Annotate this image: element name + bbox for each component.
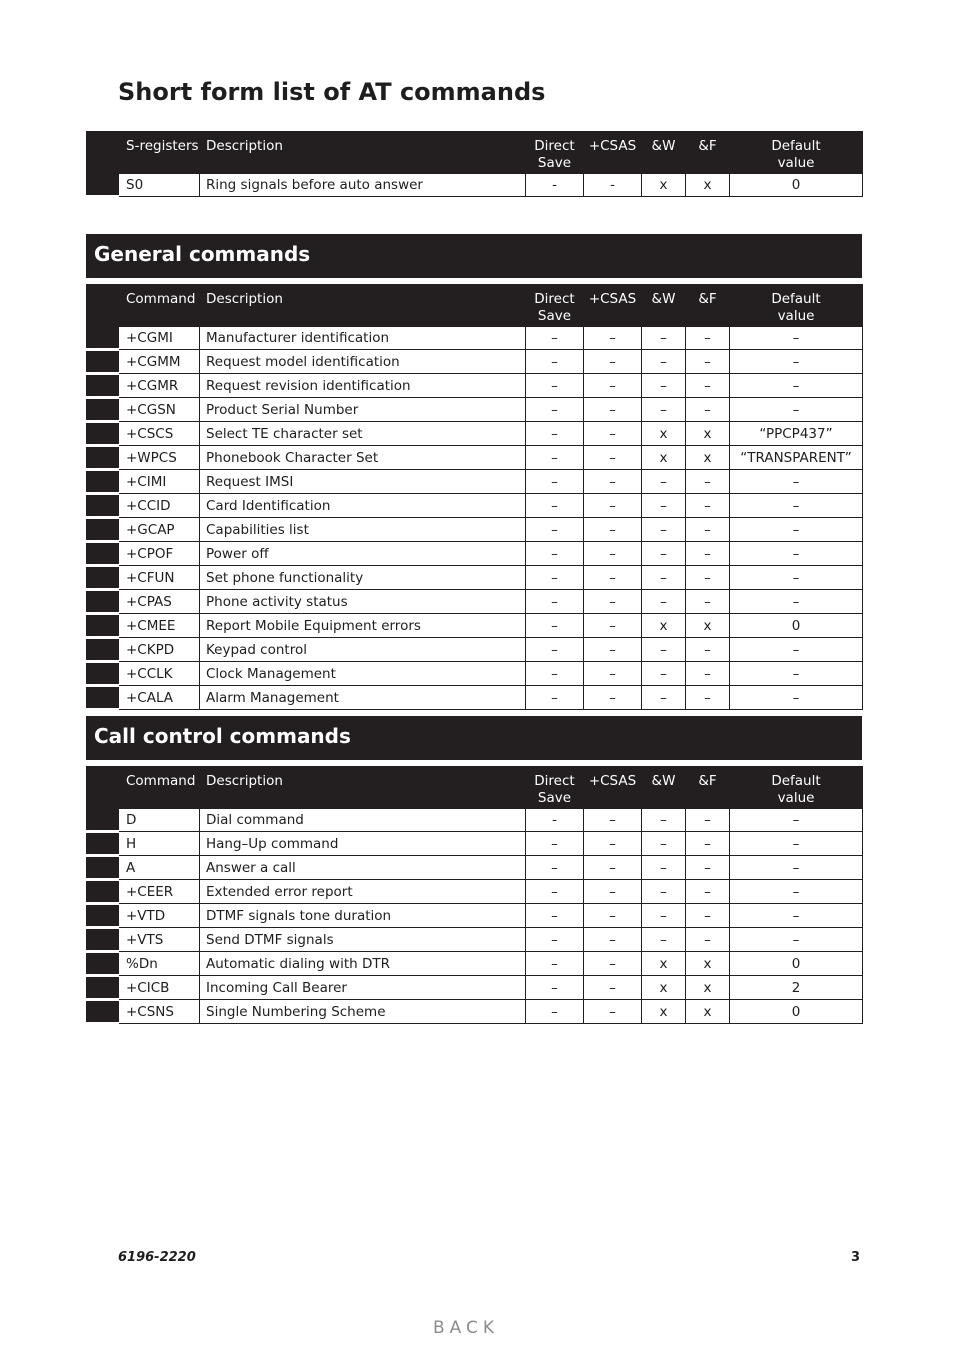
default-value-cell: – <box>730 904 863 928</box>
col-header-w: &W <box>642 132 686 174</box>
default-value-cell: 0 <box>730 1000 863 1024</box>
command-cell: +CGMR <box>119 374 200 398</box>
row-marker <box>87 638 119 662</box>
row-marker <box>87 856 119 880</box>
col-header-direct-save <box>526 132 584 174</box>
command-cell: +CKPD <box>119 638 200 662</box>
sregisters-table <box>86 131 863 198</box>
description-cell: Product Serial Number <box>200 398 526 422</box>
csas-cell: – <box>584 686 642 710</box>
direct-save-cell: – <box>526 494 584 518</box>
f-cell: – <box>686 809 730 832</box>
f-cell: – <box>686 494 730 518</box>
command-cell: +CALA <box>119 686 200 710</box>
csas-cell: – <box>584 446 642 470</box>
table-row <box>87 350 863 374</box>
page-title: Short form list of AT commands <box>118 78 546 106</box>
page-number: 3 <box>851 1250 861 1265</box>
row-marker <box>87 470 119 494</box>
w-cell: – <box>642 880 686 904</box>
f-cell: – <box>686 904 730 928</box>
description-cell: Answer a call <box>200 856 526 880</box>
w-cell: x <box>642 1000 686 1024</box>
direct-save-cell: – <box>526 470 584 494</box>
command-cell: +CPAS <box>119 590 200 614</box>
w-cell: – <box>642 686 686 710</box>
default-value-cell: – <box>730 590 863 614</box>
default-value-cell: 0 <box>730 614 863 638</box>
w-cell: – <box>642 327 686 350</box>
row-marker <box>87 542 119 566</box>
default-value-cell: – <box>730 350 863 374</box>
f-cell: – <box>686 374 730 398</box>
row-marker <box>87 614 119 638</box>
default-value-cell: – <box>730 880 863 904</box>
row-marker <box>87 422 119 446</box>
w-cell: – <box>642 590 686 614</box>
direct-save-cell: – <box>526 662 584 686</box>
description-cell: Phonebook Character Set <box>200 446 526 470</box>
description-cell: Single Numbering Scheme <box>200 1000 526 1024</box>
row-marker <box>87 566 119 590</box>
csas-cell: – <box>584 542 642 566</box>
table-row <box>87 542 863 566</box>
row-marker <box>87 767 119 809</box>
default-value-cell: 0 <box>730 174 863 197</box>
csas-cell: – <box>584 590 642 614</box>
table-row <box>87 374 863 398</box>
general-commands-heading: General commands <box>86 234 862 278</box>
description-cell: Incoming Call Bearer <box>200 976 526 1000</box>
row-marker <box>87 398 119 422</box>
table-row <box>87 614 863 638</box>
col-header-command: S-registers <box>119 132 200 174</box>
table-row <box>87 638 863 662</box>
command-cell: A <box>119 856 200 880</box>
csas-cell: – <box>584 398 642 422</box>
description-cell: Automatic dialing with DTR <box>200 952 526 976</box>
csas-cell: – <box>584 470 642 494</box>
table-header-row <box>87 285 863 327</box>
f-cell: – <box>686 566 730 590</box>
direct-save-cell: – <box>526 374 584 398</box>
description-cell: Dial command <box>200 809 526 832</box>
f-cell: x <box>686 446 730 470</box>
direct-save-cell: – <box>526 976 584 1000</box>
w-cell: – <box>642 470 686 494</box>
command-cell: +CCLK <box>119 662 200 686</box>
row-marker <box>87 1000 119 1024</box>
description-cell: Report Mobile Equipment errors <box>200 614 526 638</box>
description-cell: Request IMSI <box>200 470 526 494</box>
direct-save-cell: – <box>526 614 584 638</box>
row-marker <box>87 494 119 518</box>
f-cell: x <box>686 614 730 638</box>
table-row <box>87 398 863 422</box>
table-row <box>87 952 863 976</box>
command-cell: +CCID <box>119 494 200 518</box>
command-cell: +CMEE <box>119 614 200 638</box>
table-row <box>87 686 863 710</box>
f-cell: x <box>686 952 730 976</box>
table-row <box>87 566 863 590</box>
row-marker <box>87 686 119 710</box>
w-cell: x <box>642 976 686 1000</box>
command-cell: +CGSN <box>119 398 200 422</box>
col-header-default-value-line2: value <box>777 790 815 806</box>
direct-save-cell: – <box>526 638 584 662</box>
table-row <box>87 809 863 832</box>
w-cell: x <box>642 952 686 976</box>
direct-save-cell: - <box>526 809 584 832</box>
description-cell: Power off <box>200 542 526 566</box>
description-cell: Hang–Up command <box>200 832 526 856</box>
csas-cell: – <box>584 566 642 590</box>
direct-save-cell: – <box>526 832 584 856</box>
row-marker <box>87 174 119 197</box>
default-value-cell: – <box>730 638 863 662</box>
default-value-cell: – <box>730 542 863 566</box>
col-header-direct-save-line2: Save <box>537 308 572 324</box>
command-cell: +CGMI <box>119 327 200 350</box>
table-row <box>87 976 863 1000</box>
w-cell: – <box>642 374 686 398</box>
command-cell: +VTS <box>119 928 200 952</box>
direct-save-cell: - <box>526 174 584 197</box>
f-cell: x <box>686 174 730 197</box>
col-header-direct-save-line1: Direct <box>534 291 575 307</box>
col-header-direct-save-line1: Direct <box>534 773 575 789</box>
direct-save-cell: – <box>526 1000 584 1024</box>
document-code: 6196-2220 <box>118 1250 196 1265</box>
f-cell: x <box>686 976 730 1000</box>
default-value-cell: “PPCP437” <box>730 422 863 446</box>
direct-save-cell: – <box>526 566 584 590</box>
csas-cell: – <box>584 976 642 1000</box>
default-value-cell: – <box>730 809 863 832</box>
f-cell: – <box>686 638 730 662</box>
direct-save-cell: – <box>526 856 584 880</box>
default-value-cell: – <box>730 832 863 856</box>
command-cell: +WPCS <box>119 446 200 470</box>
csas-cell: – <box>584 638 642 662</box>
default-value-cell: – <box>730 327 863 350</box>
description-cell: Ring signals before auto answer <box>200 174 526 197</box>
table-header-row <box>87 132 863 174</box>
row-marker <box>87 518 119 542</box>
row-marker <box>87 446 119 470</box>
command-cell: H <box>119 832 200 856</box>
direct-save-cell: – <box>526 590 584 614</box>
command-cell: +CGMM <box>119 350 200 374</box>
description-cell: Clock Management <box>200 662 526 686</box>
direct-save-cell: – <box>526 518 584 542</box>
col-header-f: &F <box>686 767 730 809</box>
row-marker <box>87 590 119 614</box>
direct-save-cell: – <box>526 952 584 976</box>
table-row <box>87 422 863 446</box>
w-cell: – <box>642 638 686 662</box>
w-cell: – <box>642 494 686 518</box>
col-header-direct-save <box>526 285 584 327</box>
w-cell: – <box>642 662 686 686</box>
row-marker <box>87 976 119 1000</box>
description-cell: Alarm Management <box>200 686 526 710</box>
table-header-row <box>87 767 863 809</box>
w-cell: – <box>642 398 686 422</box>
f-cell: – <box>686 686 730 710</box>
f-cell: – <box>686 398 730 422</box>
csas-cell: – <box>584 928 642 952</box>
direct-save-cell: – <box>526 928 584 952</box>
f-cell: – <box>686 542 730 566</box>
col-header-f: &F <box>686 285 730 327</box>
f-cell: x <box>686 422 730 446</box>
row-marker <box>87 662 119 686</box>
row-marker <box>87 132 119 174</box>
f-cell: – <box>686 590 730 614</box>
command-cell: +CSCS <box>119 422 200 446</box>
direct-save-cell: – <box>526 350 584 374</box>
default-value-cell: – <box>730 470 863 494</box>
f-cell: – <box>686 350 730 374</box>
default-value-cell: – <box>730 518 863 542</box>
col-header-direct-save-line2: Save <box>537 155 572 171</box>
direct-save-cell: – <box>526 542 584 566</box>
csas-cell: – <box>584 904 642 928</box>
csas-cell: – <box>584 494 642 518</box>
default-value-cell: 0 <box>730 952 863 976</box>
row-marker <box>87 327 119 350</box>
col-header-direct-save <box>526 767 584 809</box>
w-cell: – <box>642 928 686 952</box>
command-cell: +CEER <box>119 880 200 904</box>
default-value-cell: – <box>730 398 863 422</box>
direct-save-cell: – <box>526 422 584 446</box>
table-row <box>87 494 863 518</box>
f-cell: – <box>686 470 730 494</box>
description-cell: Phone activity status <box>200 590 526 614</box>
row-marker <box>87 350 119 374</box>
w-cell: – <box>642 542 686 566</box>
default-value-cell: – <box>730 856 863 880</box>
row-marker <box>87 928 119 952</box>
command-cell: %Dn <box>119 952 200 976</box>
col-header-direct-save-line1: Direct <box>534 138 575 154</box>
command-cell: D <box>119 809 200 832</box>
col-header-command: Command <box>119 285 200 327</box>
f-cell: x <box>686 1000 730 1024</box>
col-header-description: Description <box>200 132 526 174</box>
row-marker <box>87 374 119 398</box>
col-header-direct-save-line2: Save <box>537 790 572 806</box>
row-marker <box>87 809 119 832</box>
default-value-cell: “TRANSPARENT” <box>730 446 863 470</box>
table-row <box>87 928 863 952</box>
default-value-cell: – <box>730 374 863 398</box>
description-cell: Card Identification <box>200 494 526 518</box>
description-cell: Set phone functionality <box>200 566 526 590</box>
csas-cell: - <box>584 174 642 197</box>
csas-cell: – <box>584 614 642 638</box>
w-cell: – <box>642 566 686 590</box>
command-cell: +CICB <box>119 976 200 1000</box>
general-commands-table <box>86 284 863 711</box>
csas-cell: – <box>584 952 642 976</box>
f-cell: – <box>686 856 730 880</box>
direct-save-cell: – <box>526 398 584 422</box>
description-cell: Capabilities list <box>200 518 526 542</box>
direct-save-cell: – <box>526 327 584 350</box>
command-cell: +CSNS <box>119 1000 200 1024</box>
description-cell: Select TE character set <box>200 422 526 446</box>
csas-cell: – <box>584 809 642 832</box>
table-row <box>87 590 863 614</box>
col-header-default-value-line1: Default <box>771 291 821 307</box>
direct-save-cell: – <box>526 904 584 928</box>
call-control-commands-heading: Call control commands <box>86 716 862 760</box>
col-header-w: &W <box>642 767 686 809</box>
col-header-default-value-line1: Default <box>771 773 821 789</box>
csas-cell: – <box>584 856 642 880</box>
col-header-f: &F <box>686 132 730 174</box>
table-row <box>87 327 863 350</box>
col-header-default-value-line2: value <box>777 155 815 171</box>
col-header-csas: +CSAS <box>584 285 642 327</box>
default-value-cell: – <box>730 686 863 710</box>
table-row <box>87 880 863 904</box>
table-row <box>87 470 863 494</box>
w-cell: – <box>642 518 686 542</box>
col-header-default-value-line2: value <box>777 308 815 324</box>
csas-cell: – <box>584 832 642 856</box>
row-marker <box>87 952 119 976</box>
csas-cell: – <box>584 880 642 904</box>
back-link[interactable]: BACK <box>432 1318 499 1338</box>
row-marker <box>87 285 119 327</box>
direct-save-cell: – <box>526 880 584 904</box>
default-value-cell: – <box>730 494 863 518</box>
f-cell: – <box>686 880 730 904</box>
direct-save-cell: – <box>526 446 584 470</box>
csas-cell: – <box>584 374 642 398</box>
table-row <box>87 662 863 686</box>
command-cell: +GCAP <box>119 518 200 542</box>
description-cell: Extended error report <box>200 880 526 904</box>
table-row <box>87 856 863 880</box>
table-row <box>87 446 863 470</box>
csas-cell: – <box>584 327 642 350</box>
description-cell: Request revision identification <box>200 374 526 398</box>
description-cell: Send DTMF signals <box>200 928 526 952</box>
f-cell: – <box>686 928 730 952</box>
col-header-command: Command <box>119 767 200 809</box>
default-value-cell: – <box>730 566 863 590</box>
default-value-cell: – <box>730 928 863 952</box>
w-cell: – <box>642 832 686 856</box>
table-row <box>87 832 863 856</box>
w-cell: x <box>642 614 686 638</box>
command-cell: +VTD <box>119 904 200 928</box>
direct-save-cell: – <box>526 686 584 710</box>
description-cell: Keypad control <box>200 638 526 662</box>
w-cell: – <box>642 856 686 880</box>
col-header-default-value <box>730 285 863 327</box>
col-header-csas: +CSAS <box>584 767 642 809</box>
csas-cell: – <box>584 1000 642 1024</box>
f-cell: – <box>686 662 730 686</box>
command-cell: S0 <box>119 174 200 197</box>
f-cell: – <box>686 832 730 856</box>
description-cell: DTMF signals tone duration <box>200 904 526 928</box>
col-header-description: Description <box>200 285 526 327</box>
csas-cell: – <box>584 662 642 686</box>
col-header-csas: +CSAS <box>584 132 642 174</box>
table-row <box>87 518 863 542</box>
w-cell: x <box>642 446 686 470</box>
default-value-cell: 2 <box>730 976 863 1000</box>
row-marker <box>87 904 119 928</box>
table-row <box>87 174 863 197</box>
csas-cell: – <box>584 350 642 374</box>
table-row <box>87 904 863 928</box>
w-cell: – <box>642 809 686 832</box>
row-marker <box>87 832 119 856</box>
csas-cell: – <box>584 422 642 446</box>
w-cell: x <box>642 422 686 446</box>
w-cell: x <box>642 174 686 197</box>
description-cell: Request model identification <box>200 350 526 374</box>
f-cell: – <box>686 327 730 350</box>
row-marker <box>87 880 119 904</box>
default-value-cell: – <box>730 662 863 686</box>
col-header-default-value <box>730 132 863 174</box>
call-control-commands-table <box>86 766 863 1025</box>
command-cell: +CFUN <box>119 566 200 590</box>
description-cell: Manufacturer identification <box>200 327 526 350</box>
w-cell: – <box>642 350 686 374</box>
col-header-description: Description <box>200 767 526 809</box>
csas-cell: – <box>584 518 642 542</box>
table-row <box>87 1000 863 1024</box>
col-header-default-value-line1: Default <box>771 138 821 154</box>
w-cell: – <box>642 904 686 928</box>
command-cell: +CPOF <box>119 542 200 566</box>
f-cell: – <box>686 518 730 542</box>
col-header-w: &W <box>642 285 686 327</box>
command-cell: +CIMI <box>119 470 200 494</box>
col-header-default-value <box>730 767 863 809</box>
